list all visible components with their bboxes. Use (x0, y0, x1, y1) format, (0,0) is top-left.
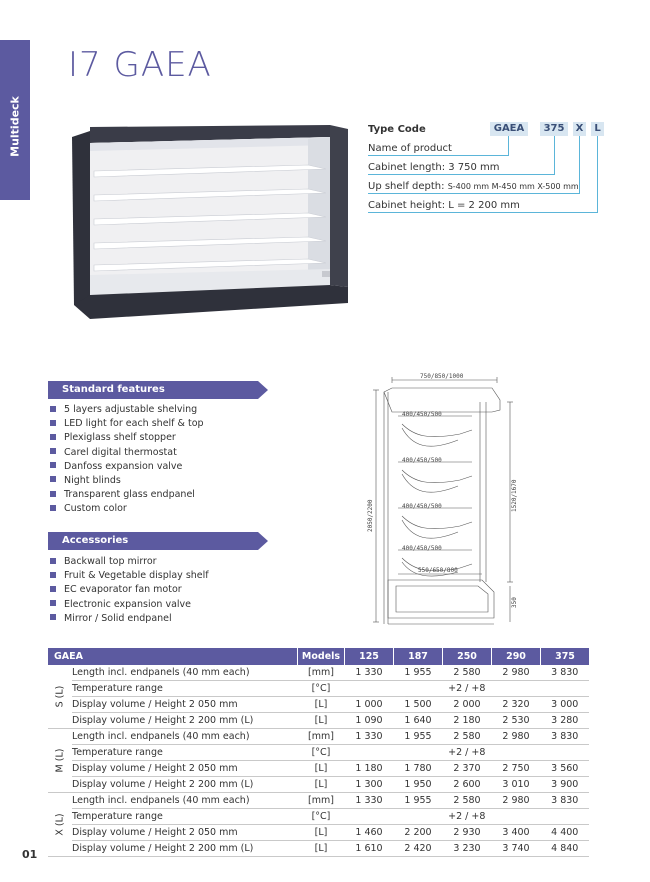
row-value: 2 200 (394, 825, 443, 841)
code-line-product (508, 136, 509, 155)
table-row (48, 825, 589, 841)
row-value: 4 840 (541, 841, 590, 857)
table-row (48, 665, 589, 681)
row-value: 2 530 (492, 713, 541, 729)
row-name: Length incl. endpanels (40 mm each) (72, 665, 298, 681)
row-value: 2 420 (394, 841, 443, 857)
spec-header-model: 250 (443, 648, 492, 665)
underline-depth (368, 193, 580, 194)
row-value: 2 370 (443, 761, 492, 777)
dim-shelf-4: 400/450/500 (402, 545, 442, 552)
code-line-length (554, 136, 555, 174)
row-value: 1 330 (345, 729, 394, 745)
row-unit: [L] (298, 777, 345, 793)
type-code-line-name: Name of product (368, 143, 452, 154)
row-value: 2 930 (443, 825, 492, 841)
row-name: Display volume / Height 2 200 mm (L) (72, 777, 298, 793)
row-value: 2 580 (443, 793, 492, 809)
row-name: Display volume / Height 2 050 mm (72, 761, 298, 777)
group-cell (48, 729, 72, 793)
feature-item: Custom color (50, 502, 204, 516)
table-row (48, 681, 589, 697)
spec-header-unit: Models (298, 648, 345, 665)
feature-item: Transparent glass endpanel (50, 488, 204, 502)
table-row (48, 761, 589, 777)
spec-header-name: GAEA (48, 648, 298, 665)
accessories-banner: Accessories (48, 532, 258, 550)
row-value: 2 980 (492, 729, 541, 745)
row-value: 3 830 (541, 665, 590, 681)
accessory-item: Fruit & Vegetable display shelf (50, 569, 209, 583)
row-value: 1 000 (345, 697, 394, 713)
row-value: 1 780 (394, 761, 443, 777)
row-value: 3 280 (541, 713, 590, 729)
spec-header-row (48, 648, 589, 665)
row-value: 2 320 (492, 697, 541, 713)
accessory-item: EC evaporator fan motor (50, 583, 209, 597)
group-cell (48, 793, 72, 857)
row-unit: [L] (298, 697, 345, 713)
side-tab-tail (0, 160, 30, 200)
row-value: 2 980 (492, 793, 541, 809)
accessory-item: Backwall top mirror (50, 555, 209, 569)
table-row (48, 841, 589, 857)
type-code-heading: Type Code (368, 124, 426, 135)
type-code-line-depth-label: Up shelf depth: (368, 181, 448, 192)
group-label: M (L) (54, 748, 66, 773)
row-value: 1 300 (345, 777, 394, 793)
group-label: S (L) (54, 685, 66, 708)
underline-height (368, 212, 598, 213)
table-row (48, 729, 589, 745)
page-number: 01 (22, 848, 38, 861)
row-unit: [°C] (298, 809, 345, 825)
table-row (48, 793, 589, 809)
row-value: 3 230 (443, 841, 492, 857)
feature-item: LED light for each shelf & top (50, 417, 204, 431)
code-line-depth (579, 136, 580, 193)
row-value: 1 955 (394, 665, 443, 681)
row-name: Length incl. endpanels (40 mm each) (72, 729, 298, 745)
side-tab-label: Multideck (8, 96, 22, 157)
dim-height-left: 2050/2200 (367, 499, 374, 532)
row-value: 1 330 (345, 665, 394, 681)
row-unit: [°C] (298, 745, 345, 761)
row-value: 2 600 (443, 777, 492, 793)
row-value: 2 980 (492, 665, 541, 681)
accessories-list (50, 555, 209, 626)
row-name: Display volume / Height 2 050 mm (72, 697, 298, 713)
row-value: 1 180 (345, 761, 394, 777)
row-name: Length incl. endpanels (40 mm each) (72, 793, 298, 809)
dim-height-right: 1520/1670 (511, 479, 518, 512)
row-name: Display volume / Height 2 200 mm (L) (72, 713, 298, 729)
row-value: 1 640 (394, 713, 443, 729)
row-value: 2 180 (443, 713, 492, 729)
row-value: 1 090 (345, 713, 394, 729)
row-name: Temperature range (72, 745, 298, 761)
row-value: 3 560 (541, 761, 590, 777)
dim-shelf-1: 400/450/500 (402, 411, 442, 418)
spec-body (48, 665, 589, 857)
code-box-length: 375 (540, 122, 568, 136)
row-name: Temperature range (72, 681, 298, 697)
row-value: 3 900 (541, 777, 590, 793)
shelf-depth-options: S-400 mm M-450 mm X-500 mm (447, 182, 579, 191)
type-code-line-depth (368, 179, 579, 194)
row-merged-value: +2 / +8 (345, 681, 590, 697)
row-value: 2 580 (443, 729, 492, 745)
spec-header-model: 375 (541, 648, 590, 665)
row-merged-value: +2 / +8 (345, 809, 590, 825)
code-line-height (597, 136, 598, 212)
row-name: Display volume / Height 2 050 mm (72, 825, 298, 841)
group-label: X (L) (54, 813, 66, 836)
row-value: 3 010 (492, 777, 541, 793)
table-row (48, 777, 589, 793)
row-unit: [°C] (298, 681, 345, 697)
row-value: 4 400 (541, 825, 590, 841)
row-unit: [L] (298, 825, 345, 841)
table-row (48, 697, 589, 713)
feature-item: Danfoss expansion valve (50, 460, 204, 474)
row-unit: [mm] (298, 793, 345, 809)
product-photo (68, 125, 358, 325)
row-unit: [L] (298, 713, 345, 729)
row-value: 3 000 (541, 697, 590, 713)
underline-length (368, 174, 555, 175)
dim-shelf-2: 400/450/500 (402, 457, 442, 464)
spec-table (48, 648, 589, 857)
row-unit: [mm] (298, 729, 345, 745)
row-unit: [mm] (298, 665, 345, 681)
dim-top: 750/850/1000 (420, 373, 464, 380)
feature-item: Plexiglass shelf stopper (50, 431, 204, 445)
spec-header-model: 187 (394, 648, 443, 665)
table-row (48, 745, 589, 761)
row-merged-value: +2 / +8 (345, 745, 590, 761)
spec-header-model: 290 (492, 648, 541, 665)
row-unit: [L] (298, 761, 345, 777)
table-row (48, 809, 589, 825)
row-value: 1 955 (394, 793, 443, 809)
row-value: 2 000 (443, 697, 492, 713)
row-value: 1 330 (345, 793, 394, 809)
dim-bottom: 550/650/800 (418, 567, 458, 574)
standard-features-list (50, 403, 204, 517)
row-value: 3 740 (492, 841, 541, 857)
type-code-line-height: Cabinet height: L = 2 200 mm (368, 200, 520, 211)
spec-header-model: 125 (345, 648, 394, 665)
row-value: 1 500 (394, 697, 443, 713)
code-box-depth: X (573, 122, 586, 136)
standard-features-banner: Standard features (48, 381, 258, 399)
dim-shelf-3: 400/450/500 (402, 503, 442, 510)
cross-section-drawing (362, 372, 522, 630)
row-name: Display volume / Height 2 200 mm (L) (72, 841, 298, 857)
type-code-line-length: Cabinet length: 3 750 mm (368, 162, 500, 173)
code-box-height: L (591, 122, 604, 136)
accessory-item: Mirror / Solid endpanel (50, 612, 209, 626)
dim-base: 350 (511, 597, 518, 608)
group-cell (48, 665, 72, 729)
row-value: 1 460 (345, 825, 394, 841)
row-value: 1 610 (345, 841, 394, 857)
row-value: 1 955 (394, 729, 443, 745)
row-value: 2 580 (443, 665, 492, 681)
row-name: Temperature range (72, 809, 298, 825)
row-value: 2 750 (492, 761, 541, 777)
table-row (48, 713, 589, 729)
row-value: 1 950 (394, 777, 443, 793)
underline-name (368, 155, 509, 156)
page-title: I7 GAEA (68, 45, 212, 85)
row-unit: [L] (298, 841, 345, 857)
feature-item: Carel digital thermostat (50, 446, 204, 460)
feature-item: Night blinds (50, 474, 204, 488)
code-box-product: GAEA (490, 122, 528, 136)
row-value: 3 830 (541, 793, 590, 809)
accessory-item: Electronic expansion valve (50, 598, 209, 612)
row-value: 3 400 (492, 825, 541, 841)
feature-item: 5 layers adjustable shelving (50, 403, 204, 417)
row-value: 3 830 (541, 729, 590, 745)
